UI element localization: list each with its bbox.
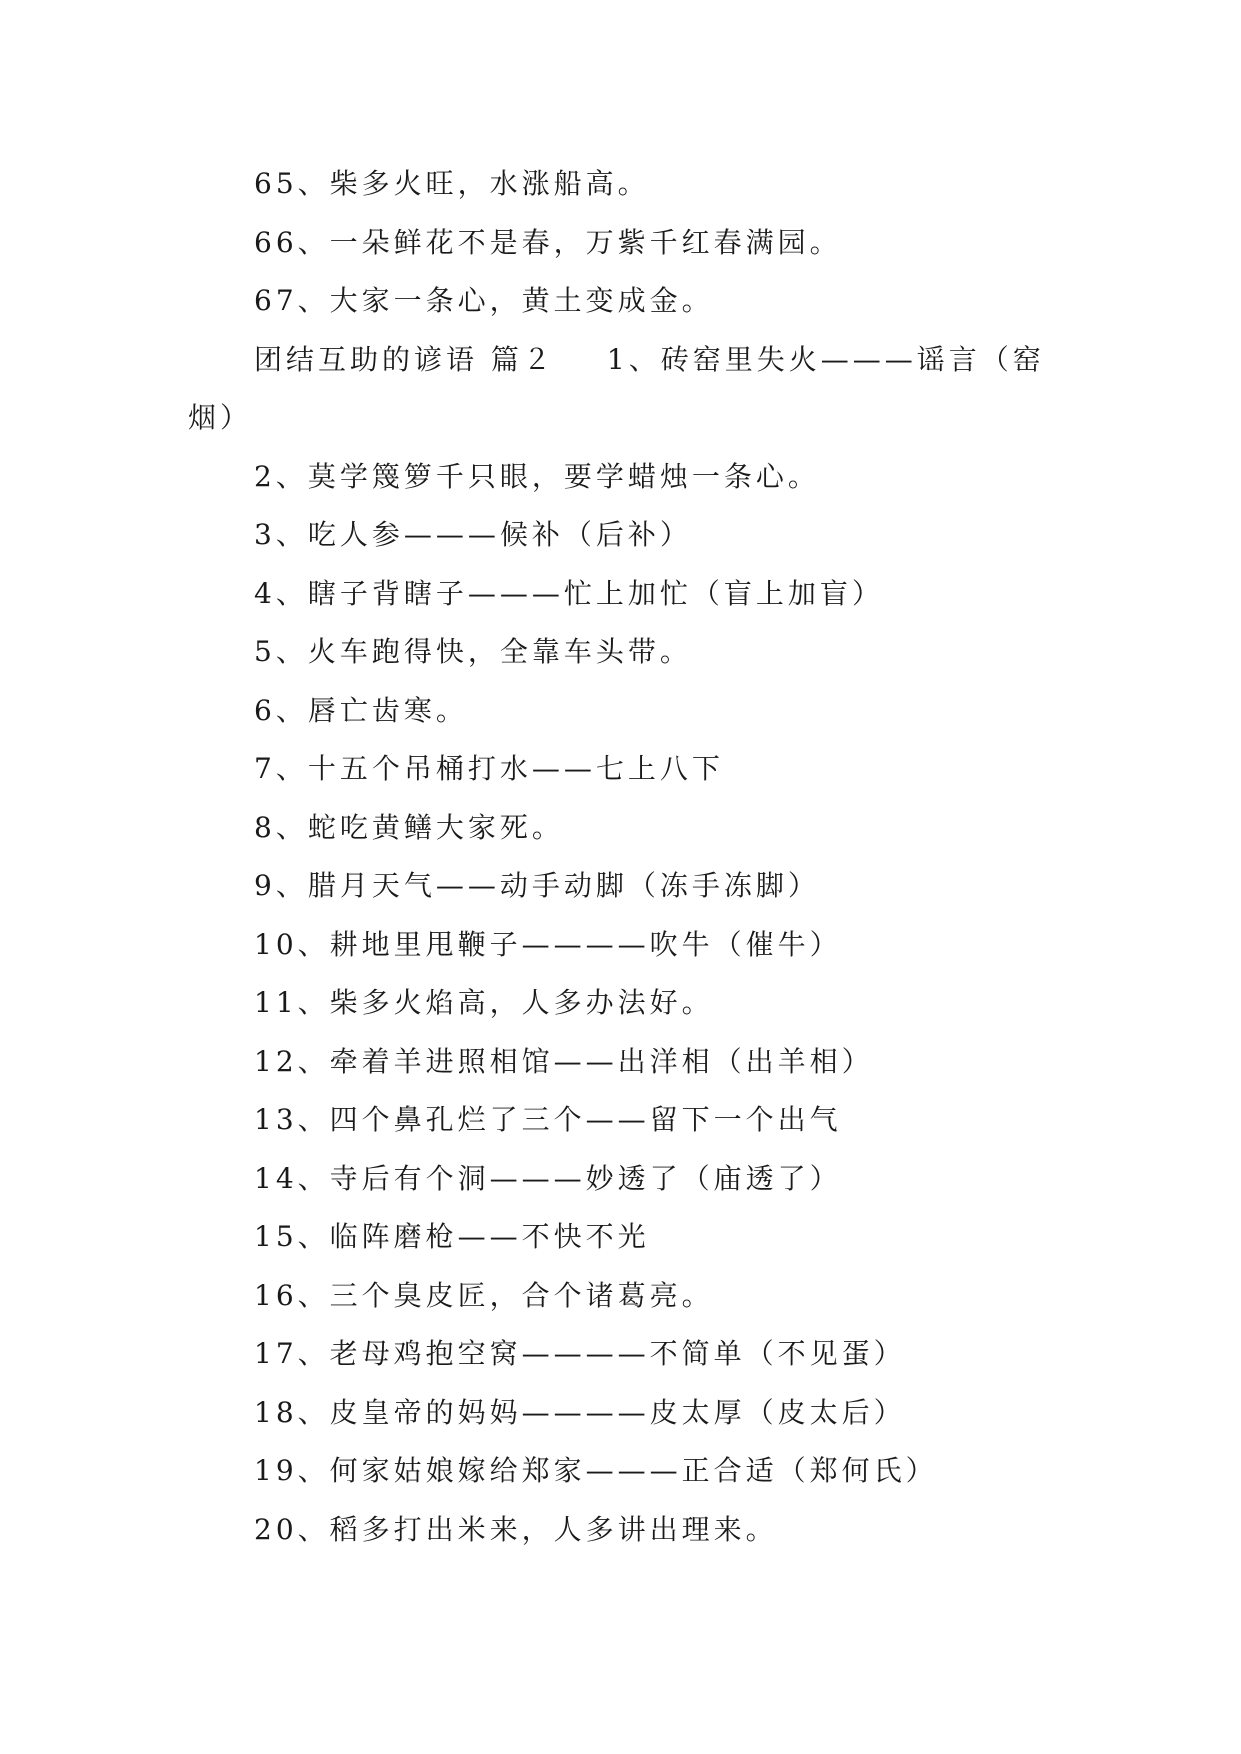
proverb-item: 14、寺后有个洞———妙透了（庙透了） <box>254 1161 842 1195</box>
section-heading-line <box>188 331 1058 390</box>
proverb-item: 6、唇亡齿寒。 <box>254 693 468 727</box>
document-body <box>188 155 1058 1559</box>
proverb-item: 13、四个鼻孔烂了三个——留下一个出气 <box>254 1103 842 1136</box>
proverb-item: 1、砖窑里失火———谣言（窑 <box>606 342 1045 376</box>
proverb-item: 5、火车跑得快，全靠车头带。 <box>254 635 692 668</box>
proverb-item: 20、稻多打出米来，人多讲出理来。 <box>254 1512 778 1546</box>
proverb-item: 11、柴多火焰高，人多办法好。 <box>254 986 714 1019</box>
proverb-line-continuation: 烟） <box>188 401 253 434</box>
proverb-line: 65、柴多火旺，水涨船高。 <box>254 167 650 200</box>
proverb-item: 8、蛇吃黄鳝大家死。 <box>254 810 564 844</box>
proverb-item: 12、牵着羊进照相馆——出洋相（出羊相） <box>254 1044 874 1078</box>
proverb-item: 7、十五个吊桶打水——七上八下 <box>254 752 724 785</box>
proverb-line: 67、大家一条心，黄土变成金。 <box>254 284 714 317</box>
proverb-item: 17、老母鸡抱空窝————不简单（不见蛋） <box>254 1337 906 1370</box>
proverb-item: 3、吃人参———候补（后补） <box>254 518 692 551</box>
proverb-line: 66、一朵鲜花不是春，万紫千红春满园。 <box>254 225 842 259</box>
proverb-item: 9、腊月天气——动手动脚（冻手冻脚） <box>254 869 820 902</box>
proverb-item: 16、三个臭皮匠，合个诸葛亮。 <box>254 1278 714 1312</box>
proverb-item: 2、莫学篾箩千只眼，要学蜡烛一条心。 <box>254 459 820 493</box>
proverb-item: 19、何家姑娘嫁给郑家———正合适（郑何氏） <box>254 1454 938 1487</box>
proverb-item: 10、耕地里甩鞭子————吹牛（催牛） <box>254 927 842 961</box>
section-heading: 团结互助的谚语 篇２ <box>254 342 555 376</box>
proverb-item: 15、临阵磨枪——不快不光 <box>254 1220 650 1253</box>
proverb-item: 4、瞎子背瞎子———忙上加忙（盲上加盲） <box>254 576 884 610</box>
proverb-item: 18、皮皇帝的妈妈————皮太厚（皮太后） <box>254 1395 906 1429</box>
